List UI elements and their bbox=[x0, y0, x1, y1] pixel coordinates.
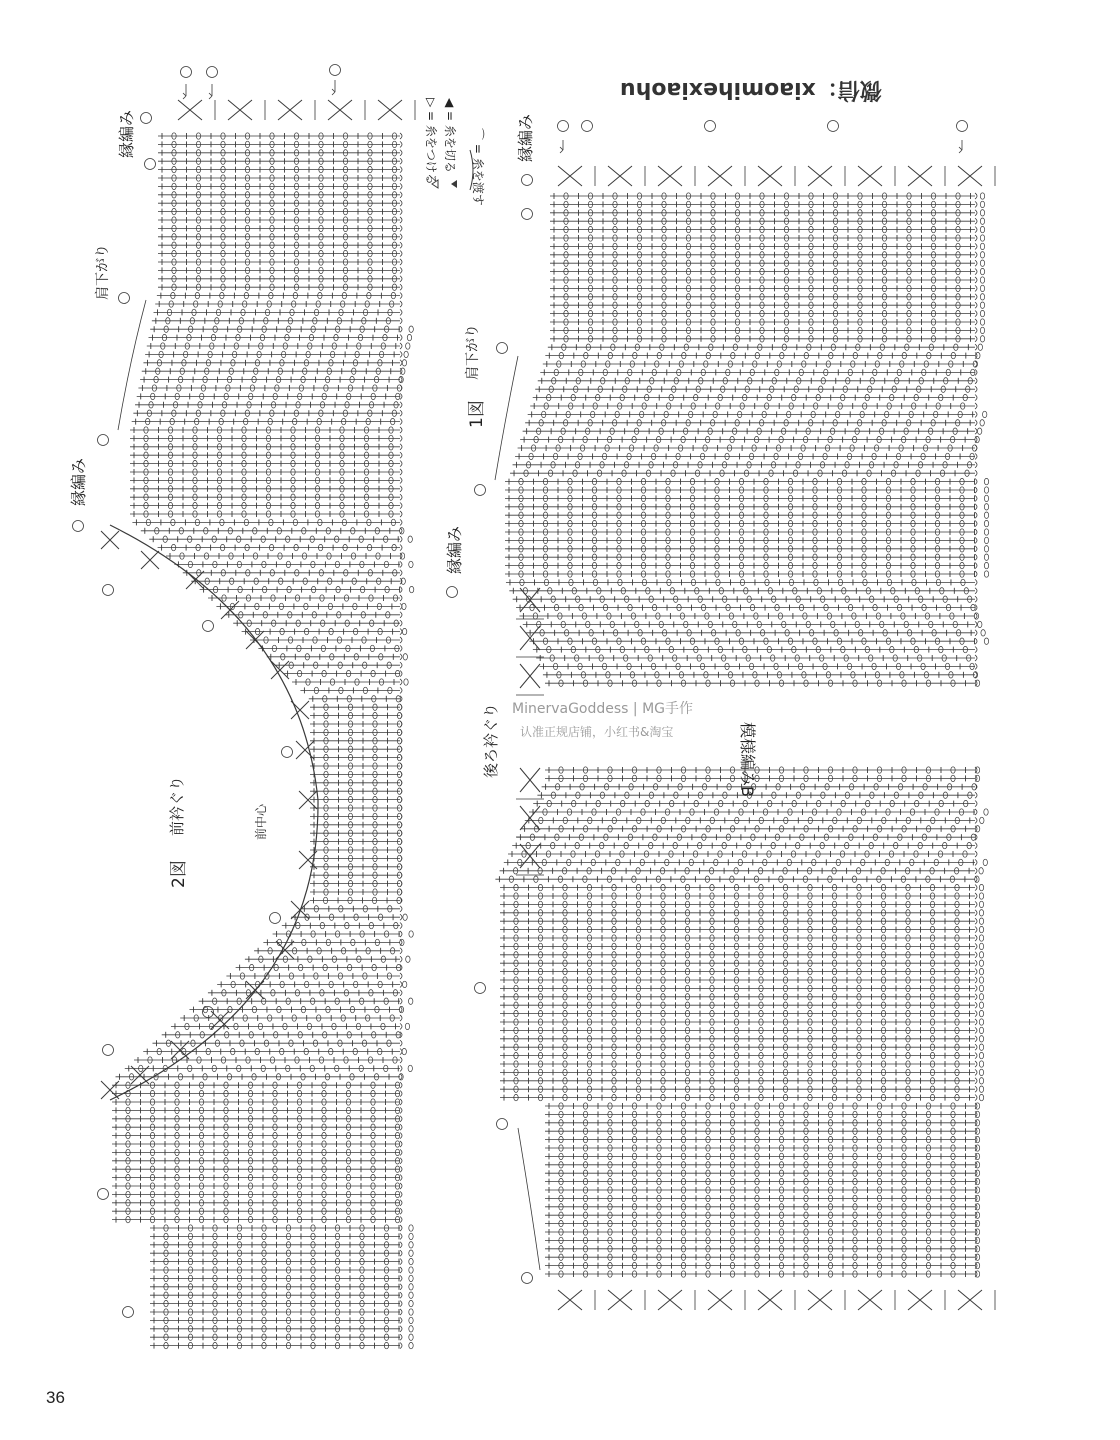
turning-chain bbox=[400, 318, 402, 324]
turning-chain bbox=[400, 486, 402, 492]
turning-chain bbox=[400, 1275, 402, 1281]
turning-chain bbox=[975, 361, 977, 367]
turning-chain bbox=[975, 227, 977, 233]
turning-chain bbox=[400, 360, 402, 366]
turning-chain bbox=[400, 351, 402, 357]
chain-stitch bbox=[980, 420, 984, 426]
turning-chain bbox=[975, 453, 977, 459]
turning-chain bbox=[975, 428, 977, 434]
chain-stitch bbox=[409, 1309, 413, 1315]
turning-chain bbox=[400, 385, 402, 391]
turning-chain bbox=[975, 243, 977, 249]
chain-stitch bbox=[406, 343, 410, 349]
chain-stitch bbox=[409, 1225, 413, 1231]
chain-stitch bbox=[984, 546, 988, 552]
cross-stitch bbox=[228, 100, 252, 120]
turning-chain bbox=[400, 1007, 402, 1013]
chain-stitch bbox=[978, 344, 982, 350]
turning-chain bbox=[400, 637, 402, 643]
turning-chain bbox=[400, 1191, 402, 1197]
turning-chain bbox=[400, 293, 402, 299]
turning-chain bbox=[400, 444, 402, 450]
turning-chain bbox=[975, 613, 977, 619]
turning-chain bbox=[400, 284, 402, 290]
chain-stitch bbox=[980, 294, 984, 300]
turning-chain bbox=[400, 620, 402, 626]
turning-chain bbox=[975, 596, 977, 602]
turning-chain bbox=[975, 193, 977, 199]
turning-chain bbox=[400, 570, 402, 576]
turning-chain bbox=[400, 158, 402, 164]
turning-chain bbox=[400, 477, 402, 483]
turning-chain bbox=[400, 419, 402, 425]
turning-chain bbox=[400, 150, 402, 156]
chain-stitch bbox=[409, 1250, 413, 1256]
chain-stitch bbox=[984, 504, 988, 510]
turning-chain bbox=[400, 1259, 402, 1265]
turning-chain bbox=[975, 285, 977, 291]
chain-stitch bbox=[980, 336, 984, 342]
turning-chain bbox=[975, 336, 977, 342]
turning-chain bbox=[400, 536, 402, 542]
turning-chain bbox=[400, 503, 402, 509]
chain-stitch bbox=[409, 1275, 413, 1281]
turning-chain bbox=[400, 335, 402, 341]
turning-chain bbox=[975, 470, 977, 476]
turning-chain bbox=[400, 1183, 402, 1189]
turning-chain bbox=[400, 276, 402, 282]
turning-chain bbox=[975, 260, 977, 266]
chain-stitch bbox=[980, 235, 984, 241]
chain-stitch bbox=[402, 1048, 406, 1054]
chain-stitch bbox=[980, 193, 984, 199]
turning-chain bbox=[400, 956, 402, 962]
chain-stitch bbox=[984, 537, 988, 543]
diagram2-neck-edging bbox=[101, 525, 318, 1100]
chain-stitch bbox=[980, 277, 984, 283]
turning-chain bbox=[400, 948, 402, 954]
turning-chain bbox=[975, 479, 977, 485]
chain-stitch bbox=[984, 571, 988, 577]
turning-chain bbox=[975, 378, 977, 384]
chain-stitch bbox=[405, 1023, 409, 1029]
turning-chain bbox=[400, 461, 402, 467]
turning-chain bbox=[400, 494, 402, 500]
turning-chain bbox=[400, 1116, 402, 1122]
turning-chain bbox=[400, 1091, 402, 1097]
chain-stitch bbox=[980, 319, 984, 325]
chain-stitch bbox=[980, 268, 984, 274]
chain-stitch bbox=[409, 1326, 413, 1332]
turning-chain bbox=[400, 133, 402, 139]
turning-chain bbox=[400, 469, 402, 475]
turning-chain bbox=[975, 630, 977, 636]
turning-chain bbox=[400, 1015, 402, 1021]
turning-chain bbox=[400, 906, 402, 912]
chain-stitch bbox=[409, 1258, 413, 1264]
chain-stitch bbox=[409, 1292, 413, 1298]
diagram2-top-edging bbox=[178, 100, 415, 120]
chain-stitch bbox=[984, 529, 988, 535]
turning-chain bbox=[400, 301, 402, 307]
turning-chain bbox=[400, 1065, 402, 1071]
chain-stitch bbox=[977, 428, 981, 434]
turning-chain bbox=[400, 309, 402, 315]
turning-chain bbox=[400, 217, 402, 223]
turning-chain bbox=[975, 277, 977, 283]
chain-stitch bbox=[984, 478, 988, 484]
turning-chain bbox=[400, 679, 402, 685]
chain-stitch bbox=[984, 487, 988, 493]
turning-chain bbox=[975, 311, 977, 317]
turning-chain bbox=[975, 462, 977, 468]
turning-chain bbox=[400, 251, 402, 257]
chain-stitch bbox=[984, 554, 988, 560]
turning-chain bbox=[400, 209, 402, 215]
turning-chain bbox=[975, 411, 977, 417]
turning-chain bbox=[400, 1023, 402, 1029]
turning-chain bbox=[975, 235, 977, 241]
chain-stitch bbox=[408, 998, 412, 1004]
turning-chain bbox=[400, 1267, 402, 1273]
turning-chain bbox=[400, 1057, 402, 1063]
turning-chain bbox=[400, 377, 402, 383]
chain-stitch bbox=[981, 630, 985, 636]
turning-chain bbox=[400, 234, 402, 240]
turning-chain bbox=[975, 537, 977, 543]
turning-chain bbox=[400, 435, 402, 441]
turning-chain bbox=[975, 579, 977, 585]
turning-chain bbox=[400, 1124, 402, 1130]
turning-chain bbox=[400, 1317, 402, 1323]
cross-stitch bbox=[328, 100, 352, 120]
turning-chain bbox=[400, 1225, 402, 1231]
chain-stitch bbox=[402, 981, 406, 987]
chain-stitch bbox=[984, 512, 988, 518]
diagram2-stitches bbox=[112, 133, 414, 1349]
turning-chain bbox=[975, 344, 977, 350]
turning-chain bbox=[400, 225, 402, 231]
turning-chain bbox=[400, 393, 402, 399]
turning-chain bbox=[400, 519, 402, 525]
diagram1-upper-stitches bbox=[505, 193, 989, 687]
chain-stitch bbox=[409, 1300, 413, 1306]
chain-stitch bbox=[980, 327, 984, 333]
turning-chain bbox=[400, 1099, 402, 1105]
turning-chain bbox=[400, 1309, 402, 1315]
chain-stitch bbox=[409, 561, 413, 567]
turning-chain bbox=[400, 587, 402, 593]
turning-chain bbox=[975, 319, 977, 325]
turning-chain bbox=[400, 645, 402, 651]
turning-chain bbox=[975, 563, 977, 569]
turning-chain bbox=[975, 252, 977, 258]
turning-chain bbox=[975, 571, 977, 577]
chain-stitch bbox=[980, 302, 984, 308]
turning-chain bbox=[400, 561, 402, 567]
turning-chain bbox=[975, 529, 977, 535]
turning-chain bbox=[400, 612, 402, 618]
turning-chain bbox=[400, 1082, 402, 1088]
chain-stitch bbox=[404, 679, 408, 685]
chain-stitch bbox=[403, 654, 407, 660]
turning-chain bbox=[400, 1107, 402, 1113]
chain-stitch bbox=[409, 1342, 413, 1348]
turning-chain bbox=[400, 990, 402, 996]
turning-chain bbox=[400, 671, 402, 677]
turning-chain bbox=[975, 201, 977, 207]
turning-chain bbox=[400, 1158, 402, 1164]
turning-chain bbox=[400, 1149, 402, 1155]
turning-chain bbox=[400, 981, 402, 987]
chain-stitch bbox=[984, 520, 988, 526]
chain-stitch bbox=[409, 1267, 413, 1273]
turning-chain bbox=[975, 546, 977, 552]
turning-chain bbox=[400, 267, 402, 273]
turning-chain bbox=[400, 1200, 402, 1206]
chain-stitch bbox=[409, 1242, 413, 1248]
turning-chain bbox=[400, 1233, 402, 1239]
chain-stitch bbox=[408, 536, 412, 542]
chain-stitch bbox=[409, 586, 413, 592]
turning-chain bbox=[400, 175, 402, 181]
chain-stitch bbox=[980, 243, 984, 249]
turning-chain bbox=[975, 395, 977, 401]
chain-stitch bbox=[980, 252, 984, 258]
cross-stitch bbox=[178, 100, 202, 120]
turning-chain bbox=[400, 1334, 402, 1340]
turning-chain bbox=[400, 200, 402, 206]
turning-chain bbox=[400, 1049, 402, 1055]
turning-chain bbox=[400, 1242, 402, 1248]
cross-stitch bbox=[378, 100, 402, 120]
turning-chain bbox=[400, 410, 402, 416]
chain-stitch bbox=[402, 360, 406, 366]
chain-stitch bbox=[980, 260, 984, 266]
turning-chain bbox=[400, 1284, 402, 1290]
turning-chain bbox=[975, 588, 977, 594]
turning-chain bbox=[400, 1301, 402, 1307]
turning-chain bbox=[975, 302, 977, 308]
chain-stitch bbox=[407, 334, 411, 340]
turning-chain bbox=[975, 218, 977, 224]
cross-stitch bbox=[101, 531, 119, 549]
turning-chain bbox=[400, 1133, 402, 1139]
turning-chain bbox=[400, 998, 402, 1004]
chain-stitch bbox=[980, 226, 984, 232]
turning-chain bbox=[400, 141, 402, 147]
turning-chain bbox=[400, 326, 402, 332]
turning-chain bbox=[400, 595, 402, 601]
turning-chain bbox=[400, 402, 402, 408]
chain-stitch bbox=[980, 210, 984, 216]
turning-chain bbox=[400, 167, 402, 173]
chain-stitch bbox=[409, 1284, 413, 1290]
chain-stitch bbox=[409, 1334, 413, 1340]
turning-chain bbox=[400, 1166, 402, 1172]
chain-stitch bbox=[984, 562, 988, 568]
chain-stitch bbox=[409, 1233, 413, 1239]
turning-chain bbox=[400, 654, 402, 660]
turning-chain bbox=[400, 183, 402, 189]
chain-stitch bbox=[403, 914, 407, 920]
cross-stitch bbox=[141, 551, 159, 569]
chain-stitch bbox=[409, 1317, 413, 1323]
turning-chain bbox=[400, 242, 402, 248]
turning-chain bbox=[400, 973, 402, 979]
turning-chain bbox=[400, 259, 402, 265]
turning-chain bbox=[975, 521, 977, 527]
chain-stitch bbox=[404, 351, 408, 357]
turning-chain bbox=[975, 386, 977, 392]
chain-stitch bbox=[406, 956, 410, 962]
turning-chain bbox=[975, 294, 977, 300]
chain-stitch bbox=[409, 931, 413, 937]
chain-stitch bbox=[982, 411, 986, 417]
chain-stitch bbox=[408, 1065, 412, 1071]
turning-chain bbox=[975, 210, 977, 216]
turning-chain bbox=[400, 629, 402, 635]
turning-chain bbox=[400, 1040, 402, 1046]
turning-chain bbox=[400, 192, 402, 198]
turning-chain bbox=[975, 420, 977, 426]
turning-chain bbox=[400, 662, 402, 668]
chain-stitch bbox=[984, 495, 988, 501]
chain-stitch bbox=[409, 326, 413, 332]
turning-chain bbox=[400, 1074, 402, 1080]
turning-chain bbox=[975, 621, 977, 627]
turning-chain bbox=[400, 687, 402, 693]
chain-stitch bbox=[978, 621, 982, 627]
turning-chain bbox=[975, 554, 977, 560]
turning-chain bbox=[400, 1326, 402, 1332]
turning-chain bbox=[400, 511, 402, 517]
turning-chain bbox=[400, 1292, 402, 1298]
turning-chain bbox=[400, 452, 402, 458]
turning-chain bbox=[400, 427, 402, 433]
turning-chain bbox=[975, 269, 977, 275]
turning-chain bbox=[975, 487, 977, 493]
chain-stitch bbox=[980, 218, 984, 224]
turning-chain bbox=[400, 1343, 402, 1349]
turning-chain bbox=[400, 545, 402, 551]
turning-chain bbox=[400, 1208, 402, 1214]
turning-chain bbox=[975, 495, 977, 501]
cross-stitch bbox=[171, 1041, 189, 1059]
turning-chain bbox=[400, 1217, 402, 1223]
turning-chain bbox=[975, 403, 977, 409]
turning-chain bbox=[400, 1175, 402, 1181]
chain-stitch bbox=[980, 285, 984, 291]
turning-chain bbox=[400, 1141, 402, 1147]
turning-chain bbox=[400, 1250, 402, 1256]
chain-stitch bbox=[980, 201, 984, 207]
chain-stitch bbox=[980, 310, 984, 316]
turning-chain bbox=[400, 923, 402, 929]
turning-chain bbox=[975, 512, 977, 518]
turning-chain bbox=[975, 504, 977, 510]
chain-stitch bbox=[402, 628, 406, 634]
turning-chain bbox=[400, 343, 402, 349]
cross-stitch bbox=[278, 100, 302, 120]
turning-chain bbox=[400, 931, 402, 937]
turning-chain bbox=[400, 914, 402, 920]
turning-chain bbox=[975, 327, 977, 333]
